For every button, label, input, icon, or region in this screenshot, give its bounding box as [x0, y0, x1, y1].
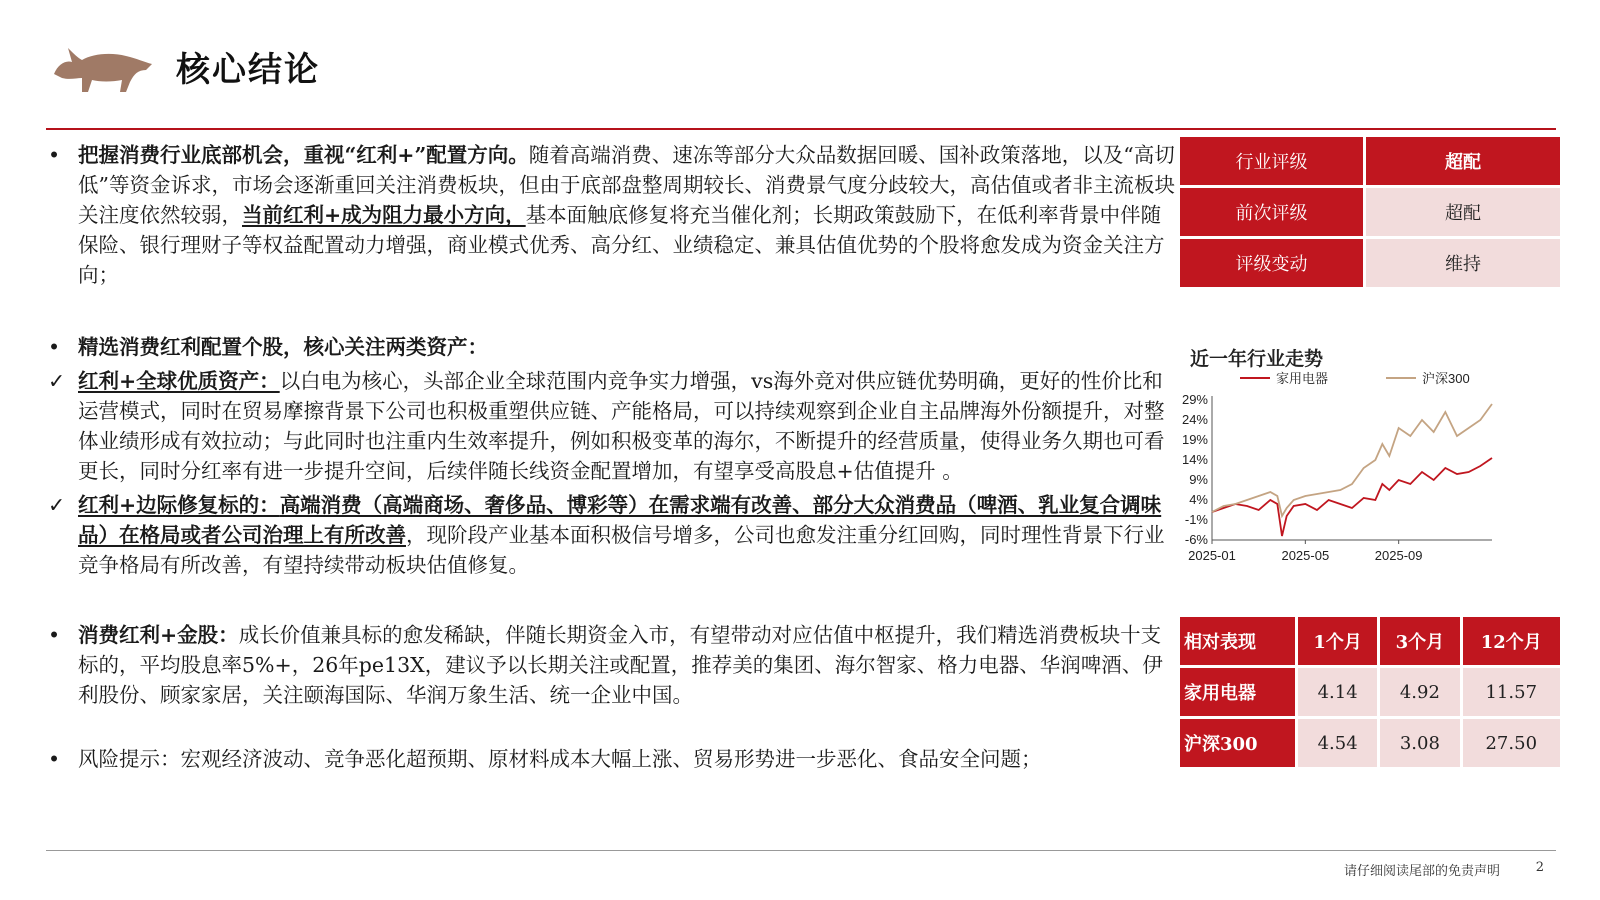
perf-header-cell: 12个月 — [1463, 617, 1561, 665]
perf-cell: 11.57 — [1463, 668, 1561, 716]
perf-cell: 4.54 — [1298, 719, 1380, 767]
perf-cell: 4.92 — [1380, 668, 1462, 716]
chart-y-tick-label: 9% — [1189, 472, 1208, 487]
relative-performance-table — [1180, 614, 1560, 770]
paragraph-heading: 红利+全球优质资产： — [78, 369, 280, 393]
bullet-mark: • — [48, 747, 61, 771]
paragraph-heading: 消费红利+金股： — [78, 623, 239, 647]
perf-cell: 4.14 — [1298, 668, 1380, 716]
disclaimer-text: 请仔细阅读尾部的免责声明 — [1343, 864, 1500, 879]
paragraph-text: 以白电为核心，头部企业全球范围内竞争实力增强，vs海外竞对供应链优势明确，更好的性价比和运营模式，同时在贸易摩擦背景下公司也积极重塑供应链、产能格局，可以持续观察到企业自主品牌海外份额提升，对整体业绩形成有效拉动；与此同时也注重内生效率提升，例如积极变革的海尔，不断提升的经营质量，使得业务久期也可看更长，同时分红率有进一步提升空间，后续伴随长线资金配置增加，有望享受高股息+估值提升 。 — [78, 369, 1165, 483]
rating-value: 维持 — [1366, 239, 1560, 287]
paragraph-heading: 红利+边际修复标的： — [78, 493, 280, 517]
page-number: 2 — [1535, 860, 1544, 875]
perf-cell: 3.08 — [1380, 719, 1462, 767]
perf-row — [1180, 668, 1560, 716]
bullet-mark: • — [48, 335, 61, 359]
perf-header-row — [1180, 617, 1560, 665]
chart-legend-label: 沪深300 — [1422, 371, 1470, 386]
chart-y-tick-label: 19% — [1181, 432, 1208, 447]
bull-logo-shape — [54, 48, 152, 92]
chart-x-tick-label: 2025-09 — [1374, 548, 1423, 563]
page-title: 核心结论 — [176, 50, 320, 90]
paragraph-text: 基本面触底修复将充当催化剂；长期政策鼓励下，在低利率背景中伴随保险、银行理财子等权益配置动力增强，商业模式优秀、高分红、业绩稳定、兼具估值优势的个股将愈发成为资金关注方向； — [78, 203, 1165, 287]
rating-label: 前次评级 — [1180, 188, 1366, 236]
bullet-mark: • — [48, 623, 61, 647]
perf-row-label: 家用电器 — [1180, 668, 1298, 716]
key-highlight: 高端消费（高端商场、奢侈品、博彩等）在需求端有改善、部分大众消费品（啤酒、乳业复合调味品）在格局或者公司治理上有所改善 — [78, 493, 1162, 547]
paragraph-text: 随着高端消费、速冻等部分大众品数据回暖、国补政策落地，以及“高切低”等资金诉求，市场会逐渐重回关注消费板块，但由于底部盘整周期较长、消费景气度分歧较大，高估值或者非主流板块关注度依然较弱， — [78, 143, 1175, 227]
perf-header-cell: 1个月 — [1298, 617, 1380, 665]
chart-legend-label: 家用电器 — [1276, 371, 1329, 386]
chart-y-tick-label: 29% — [1181, 392, 1208, 407]
bull-logo — [48, 34, 158, 94]
risk-text: 风险提示：宏观经济波动、竞争恶化超预期、原材料成本大幅上涨、贸易形势进一步恶化、食品安全问题； — [78, 747, 1042, 771]
industry-trend-chart — [1180, 368, 1540, 583]
rating-table — [1180, 134, 1560, 290]
chart-title: 近一年行业走势 — [1190, 348, 1324, 370]
check-paragraph-2 — [48, 490, 1178, 580]
paragraph-heading: 把握消费行业底部机会，重视“红利+”配置方向。 — [78, 143, 529, 167]
main-text — [48, 140, 1178, 774]
key-highlight: 当前红利+成为阻力最小方向， — [242, 203, 526, 227]
perf-header-cell: 3个月 — [1380, 617, 1462, 665]
perf-row-label: 沪深300 — [1180, 719, 1298, 767]
chart-y-tick-label: 24% — [1181, 412, 1208, 427]
chart-x-tick-label: 2025-05 — [1281, 548, 1330, 563]
chart-y-tick-label: 14% — [1181, 452, 1208, 467]
bullet-mark: • — [48, 143, 61, 167]
check-paragraph-1 — [48, 366, 1178, 486]
paragraph-text: ，现阶段产业基本面积极信号增多，公司也愈发注重分红回购，同时理性背景下行业竞争格局有所改善，有望持续带动板块估值修复。 — [78, 523, 1165, 577]
chart-y-tick-label: -1% — [1184, 512, 1208, 527]
perf-row — [1180, 719, 1560, 767]
bullet-paragraph-4 — [48, 744, 1178, 774]
bullet-paragraph-3 — [48, 620, 1178, 710]
chart-series-line — [1212, 404, 1492, 516]
perf-cell: 27.50 — [1463, 719, 1561, 767]
chart-y-tick-label: 4% — [1189, 492, 1208, 507]
rating-row — [1180, 137, 1560, 185]
rating-row — [1180, 188, 1560, 236]
check-mark-icon: ✓ — [48, 493, 66, 517]
rating-label: 评级变动 — [1180, 239, 1366, 287]
rating-row — [1180, 239, 1560, 287]
bullet-paragraph-1 — [48, 140, 1178, 290]
perf-header-cell: 相对表现 — [1180, 617, 1298, 665]
chart-x-tick-label: 2025-01 — [1188, 548, 1236, 563]
header-divider — [46, 128, 1556, 130]
paragraph-heading: 精选消费红利配置个股，核心关注两类资产： — [78, 335, 488, 359]
bullet-paragraph-2 — [48, 332, 1178, 362]
check-mark-icon: ✓ — [48, 369, 66, 393]
rating-value: 超配 — [1366, 188, 1560, 236]
rating-label: 行业评级 — [1180, 137, 1366, 185]
rating-value: 超配 — [1366, 137, 1560, 185]
footer-divider — [46, 850, 1556, 851]
chart-y-tick-label: -6% — [1184, 532, 1208, 547]
paragraph-text: 成长价值兼具标的愈发稀缺，伴随长期资金入市，有望带动对应估值中枢提升，我们精选消费板块十支标的，平均股息率5%+，26年pe13X，建议予以长期关注或配置，推荐美的集团、海尔智家、格力电器、华润啤酒、伊利股份、顾家家居，关注颐海国际、华润万象生活、统一企业中国。 — [78, 623, 1163, 707]
